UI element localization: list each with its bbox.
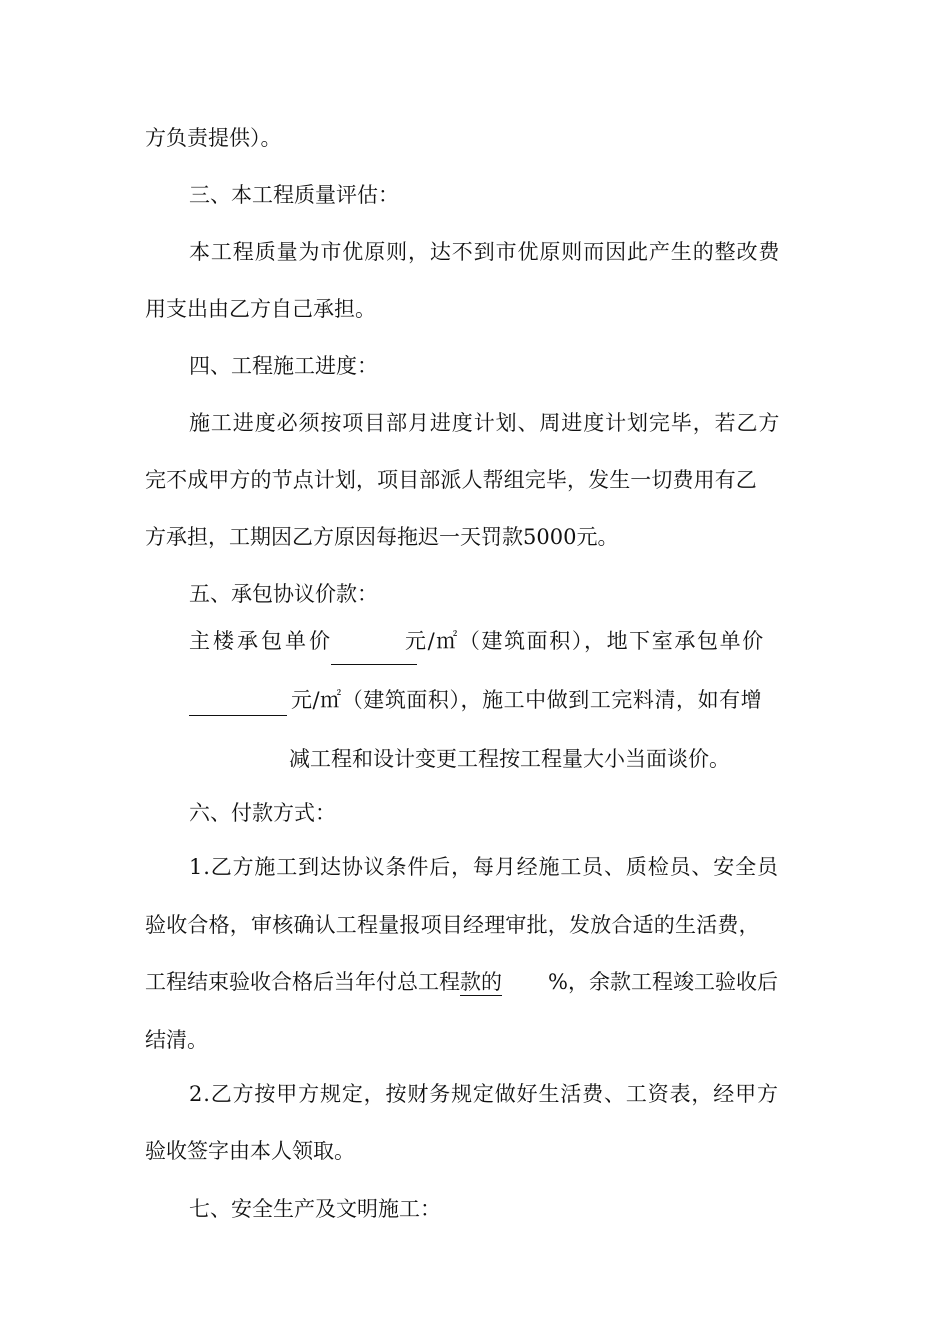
section-heading-schedule: 四、工程施工进度： — [189, 354, 378, 378]
price-basement-label: 元/㎡（建筑面积），地下室承包单价 — [405, 629, 765, 653]
payment-text: %，余款工程竣工验收后 — [548, 970, 778, 994]
section-heading-safety: 七、安全生产及文明施工： — [189, 1197, 441, 1221]
body-text-line: 用支出由乙方自己承担。 — [145, 297, 376, 321]
body-text-line: 验收签字由本人领取。 — [145, 1139, 355, 1163]
body-text-line: 本工程质量为市优原则，达不到市优原则而因此产生的整改费 — [189, 240, 781, 264]
basement-price-blank — [189, 715, 287, 716]
payment-text: 工程结束验收合格后当年付总工程 — [145, 970, 460, 994]
body-text-line: 1.乙方施工到达协议条件后，每月经施工员、质检员、安全员 — [189, 855, 779, 879]
body-text-line: 验收合格，审核确认工程量报项目经理审批，发放合适的生活费， — [145, 913, 760, 937]
payment-percent-label: 款的 — [460, 970, 502, 994]
section-heading-price: 五、承包协议价款： — [189, 582, 378, 606]
body-text-line: 施工进度必须按项目部月进度计划、周进度计划完毕，若乙方 — [189, 411, 781, 435]
body-text-line: 方负责提供）。 — [145, 126, 282, 150]
body-text-line — [145, 968, 778, 996]
section-heading-payment: 六、付款方式： — [189, 801, 336, 825]
body-text-line: 减工程和设计变更工程按工程量大小当面谈价。 — [289, 747, 730, 771]
body-text-line: 结清。 — [145, 1028, 208, 1052]
section-heading-quality: 三、本工程质量评估： — [189, 183, 399, 207]
main-building-price-blank — [331, 664, 417, 665]
body-text-line: 元/㎡（建筑面积），施工中做到工完料清，如有增 — [291, 688, 763, 712]
price-main-building-label: 主楼承包单价 — [189, 629, 333, 653]
body-text-line: 2.乙方按甲方规定，按财务规定做好生活费、工资表，经甲方 — [189, 1082, 779, 1106]
body-text-line: 方承担，工期因乙方原因每拖迟一天罚款5000元。 — [145, 525, 619, 549]
body-text-line: 完不成甲方的节点计划，项目部派人帮组完毕，发生一切费用有乙 — [145, 468, 757, 492]
